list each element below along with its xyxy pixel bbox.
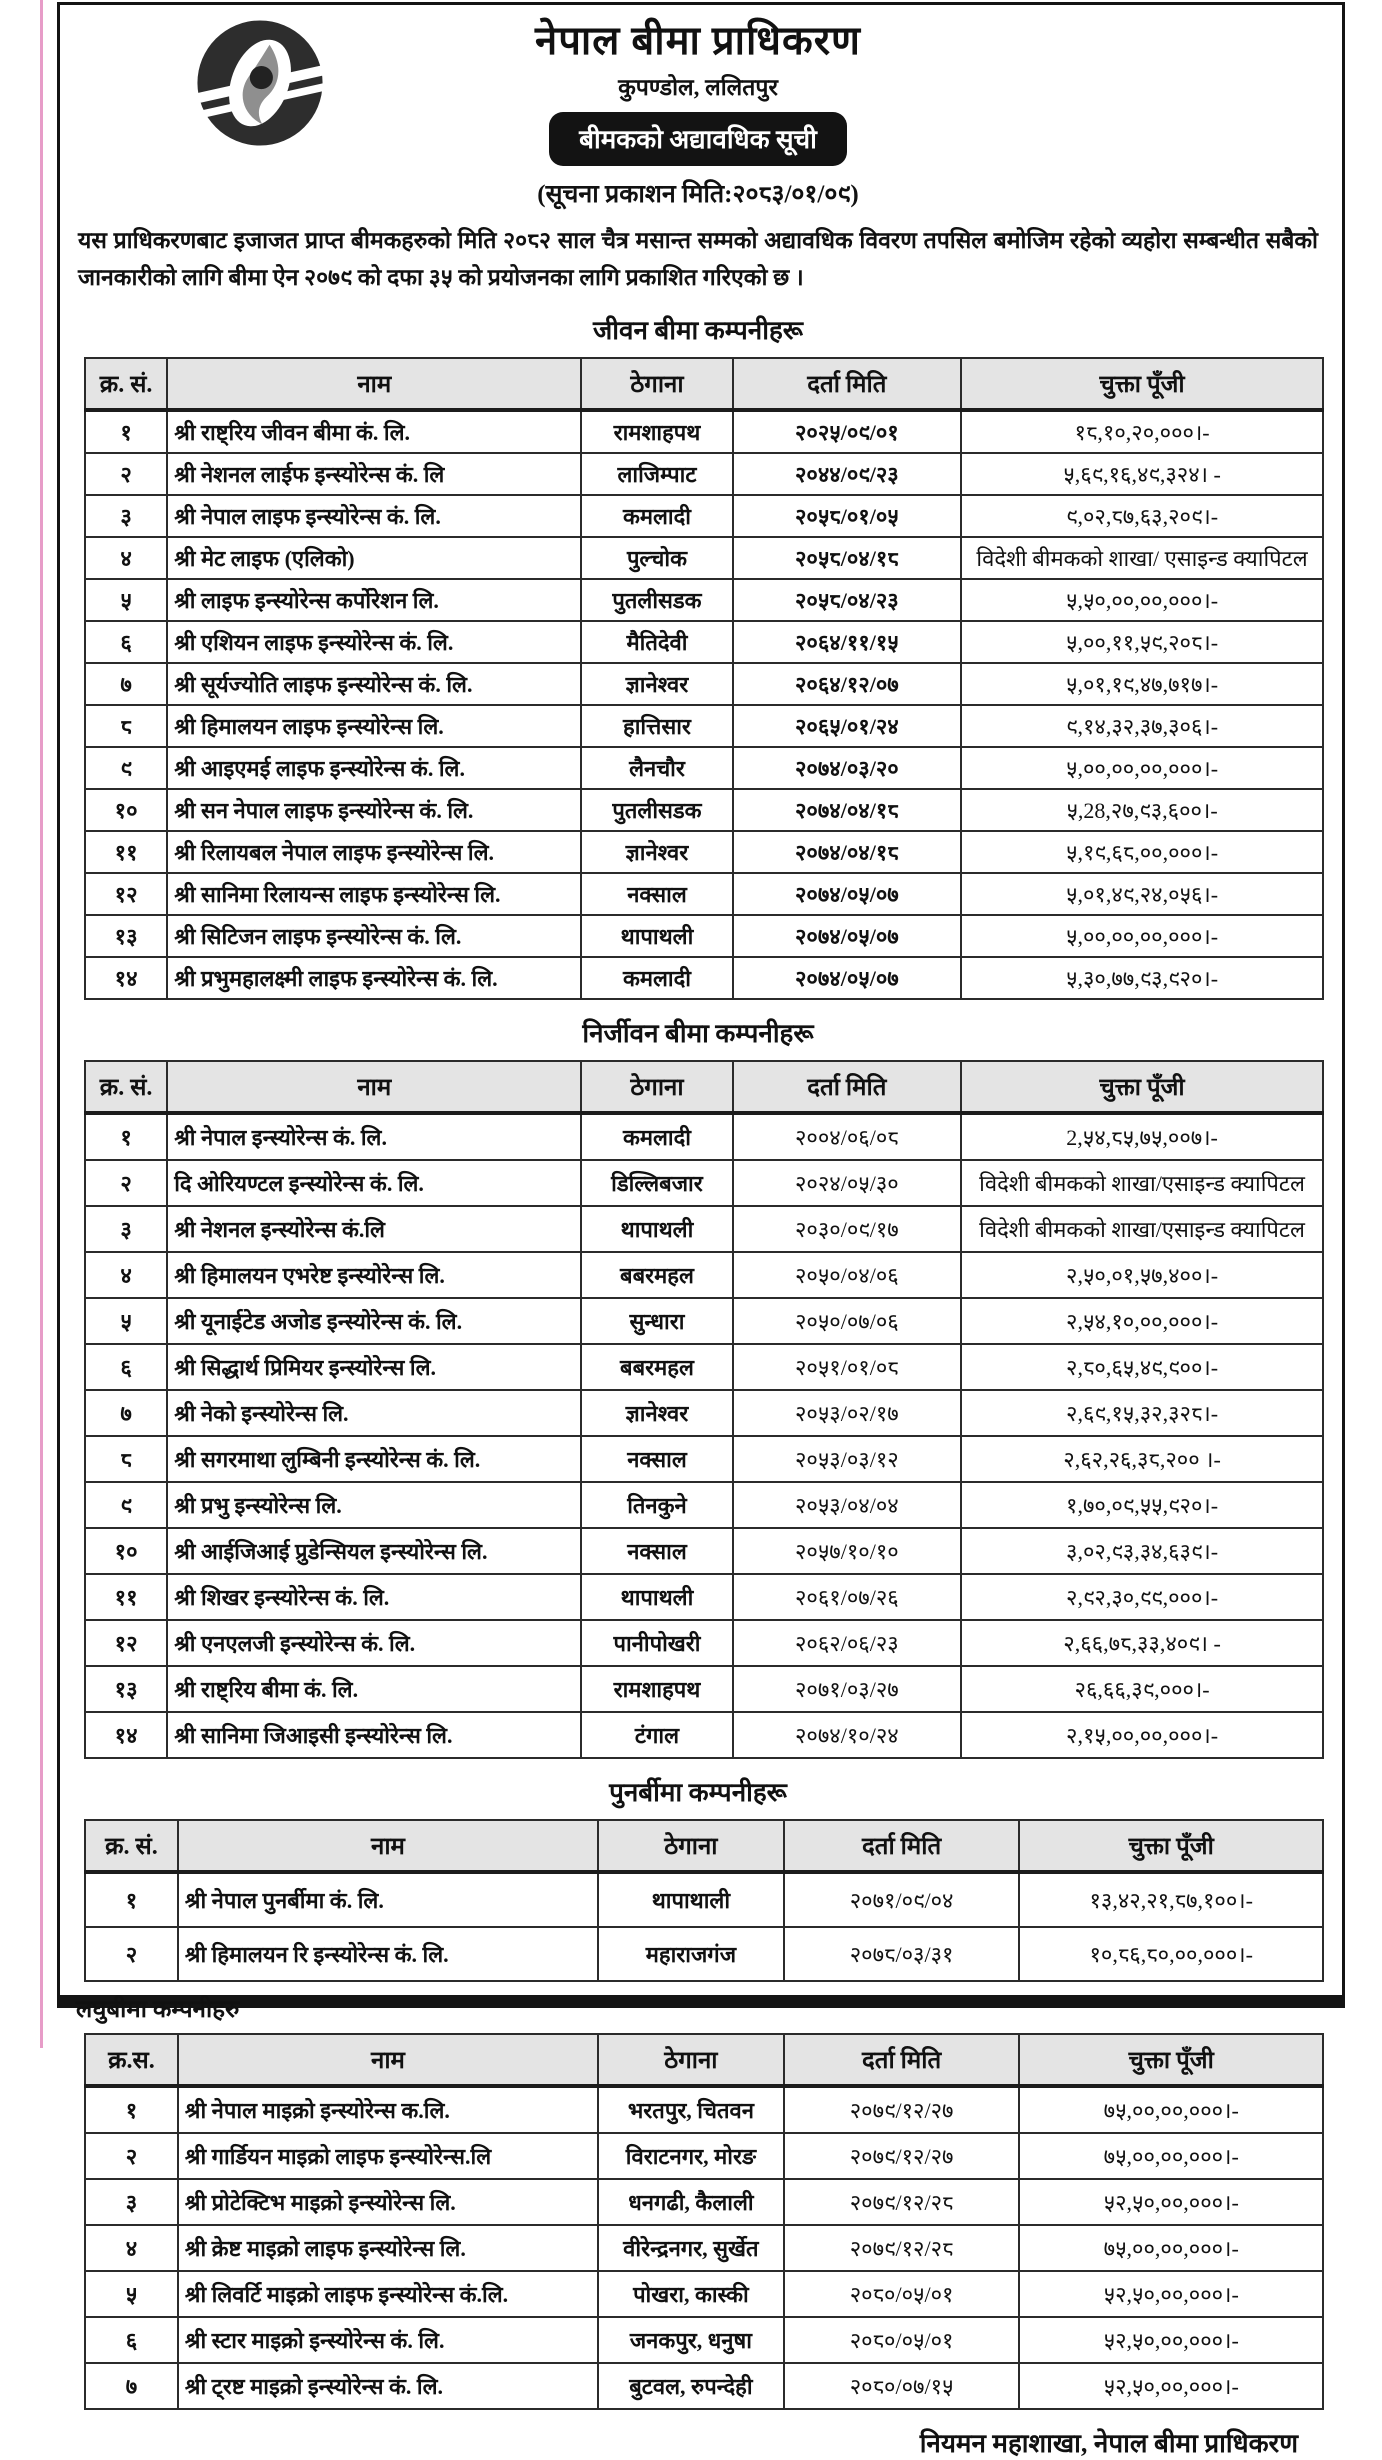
capital-cell: ५२,५०,००,०००।- xyxy=(1019,2271,1323,2317)
name-cell: श्री नेपाल लाइफ इन्स्योरेन्स कं. लि. xyxy=(167,495,581,537)
name-cell: श्री आइएमई लाइफ इन्स्योरेन्स कं. लि. xyxy=(167,747,581,789)
date-cell: २०७१/०३/२७ xyxy=(733,1666,962,1712)
date-cell: २०५३/०४/०४ xyxy=(733,1482,962,1528)
address-cell: ज्ञानेश्वर xyxy=(581,1390,732,1436)
section-reinsurance xyxy=(74,1773,1322,1982)
section-title: निर्जीवन बीमा कम्पनीहरू xyxy=(582,1018,814,1048)
table-row xyxy=(85,1620,1323,1666)
list-title-badge: बीमकको अद्यावधिक सूची xyxy=(549,112,847,166)
capital-cell: ५,००,११,५९,२०८।- xyxy=(961,621,1323,663)
serial-cell: ६ xyxy=(85,1344,167,1390)
name-cell: श्री नेपाल माइक्रो इन्स्योरेन्स क.लि. xyxy=(178,2086,598,2133)
date-cell: २०७९/१२/२७ xyxy=(784,2086,1020,2133)
serial-cell: १ xyxy=(85,1872,178,1927)
column-header: ठेगाना xyxy=(598,1820,784,1872)
name-cell: श्री नेशनल इन्स्योरेन्स कं.लि xyxy=(167,1206,581,1252)
serial-cell: ३ xyxy=(85,1206,167,1252)
name-cell: श्री रिलायबल नेपाल लाइफ इन्स्योरेन्स लि. xyxy=(167,831,581,873)
capital-cell: ५२,५०,००,०००।- xyxy=(1019,2363,1323,2409)
table-row xyxy=(85,1160,1323,1206)
date-cell: २०७४/०५/०७ xyxy=(733,873,962,915)
date-cell: २०६४/१२/०७ xyxy=(733,663,962,705)
table-row xyxy=(85,1872,1323,1927)
name-cell: श्री नेको इन्स्योरेन्स लि. xyxy=(167,1390,581,1436)
section-title: पुनर्बीमा कम्पनीहरू xyxy=(609,1777,787,1807)
capital-cell: ९,०२,८७,६३,२०९।- xyxy=(961,495,1323,537)
column-header: चुक्ता पूँजी xyxy=(961,358,1323,410)
serial-cell: ५ xyxy=(85,2271,178,2317)
notice-paragraph: यस प्राधिकरणबाट इजाजत प्राप्त बीमकहरुको मिति २०८२ साल चैत्र मसान्त सम्मको अद्यावधिक विवरण तपसिल बमोजिम रहेको व्यहोरा सम्बन्धीत सबैको जानकारीको लागि बीमा ऐन २०७९ को दफा ३५ को प्रयोजनका लागि प्रकाशित गरिएको छ । xyxy=(78,228,1318,291)
table-row xyxy=(85,1712,1323,1758)
column-header: क्र. सं. xyxy=(85,358,167,410)
date-cell: २०७८/०३/३१ xyxy=(784,1927,1020,1981)
name-cell: श्री क्रेष्ट माइक्रो लाइफ इन्स्योरेन्स लि. xyxy=(178,2225,598,2271)
serial-cell: ४ xyxy=(85,537,167,579)
table-row xyxy=(85,957,1323,999)
capital-cell: १०,८६,८०,००,०००।- xyxy=(1019,1927,1323,1981)
date-cell: २०४४/०९/२३ xyxy=(733,453,962,495)
address-cell: नक्साल xyxy=(581,1436,732,1482)
table-row xyxy=(85,2271,1323,2317)
column-header: चुक्ता पूँजी xyxy=(1019,2034,1323,2086)
address-cell: ज्ञानेश्वर xyxy=(581,831,732,873)
address-cell: महाराजगंज xyxy=(598,1927,784,1981)
address-cell: सुन्धारा xyxy=(581,1298,732,1344)
capital-cell: ७५,००,००,०००।- xyxy=(1019,2133,1323,2179)
table-row xyxy=(85,915,1323,957)
section-nonlife-insurance xyxy=(74,1014,1322,1759)
serial-cell: ८ xyxy=(85,1436,167,1482)
capital-cell: ५२,५०,००,०००।- xyxy=(1019,2179,1323,2225)
address-cell: भरतपुर, चितवन xyxy=(598,2086,784,2133)
serial-cell: ५ xyxy=(85,1298,167,1344)
column-header: ठेगाना xyxy=(598,2034,784,2086)
address-cell: जनकपुर, धनुषा xyxy=(598,2317,784,2363)
address-cell: बबरमहल xyxy=(581,1252,732,1298)
capital-cell: २,५४,१०,००,०००।- xyxy=(961,1298,1323,1344)
capital-cell: ५,३०,७७,९३,९२०।- xyxy=(961,957,1323,999)
table-row xyxy=(85,410,1323,453)
section-life-insurance xyxy=(74,311,1322,1000)
table-row xyxy=(85,1436,1323,1482)
date-cell: २०८०/०५/०१ xyxy=(784,2317,1020,2363)
address-cell: थापाथली xyxy=(581,1206,732,1252)
address-cell: हात्तिसार xyxy=(581,705,732,747)
column-header: दर्ता मिति xyxy=(784,2034,1020,2086)
address-cell: पोखरा, कास्की xyxy=(598,2271,784,2317)
serial-cell: ५ xyxy=(85,579,167,621)
serial-cell: १२ xyxy=(85,1620,167,1666)
serial-cell: १४ xyxy=(85,1712,167,1758)
address-cell: ज्ञानेश्वर xyxy=(581,663,732,705)
address-cell: थापाथली xyxy=(581,915,732,957)
date-cell: २०७९/१२/२८ xyxy=(784,2225,1020,2271)
name-cell: दि ओरियण्टल इन्स्योरेन्स कं. लि. xyxy=(167,1160,581,1206)
name-cell: श्री प्रभुमहालक्ष्मी लाइफ इन्स्योरेन्स कं. लि. xyxy=(167,957,581,999)
serial-cell: ६ xyxy=(85,2317,178,2363)
name-cell: श्री गार्डियन माइक्रो लाइफ इन्स्योरेन्स.लि xyxy=(178,2133,598,2179)
signature-line: नियमन महाशाखा, नेपाल बीमा प्राधिकरण xyxy=(919,2428,1298,2458)
org-logo-icon xyxy=(192,15,328,151)
table-row xyxy=(85,453,1323,495)
date-cell: २०७१/०९/०४ xyxy=(784,1872,1020,1927)
name-cell: श्री सन नेपाल लाइफ इन्स्योरेन्स कं. लि. xyxy=(167,789,581,831)
masthead xyxy=(74,11,1322,210)
notice-sheet xyxy=(57,2,1345,2458)
address-cell: कमलादी xyxy=(581,957,732,999)
serial-cell: ९ xyxy=(85,747,167,789)
address-cell: वीरेन्द्रनगर, सुर्खेत xyxy=(598,2225,784,2271)
serial-cell: ८ xyxy=(85,705,167,747)
address-cell: रामशाहपथ xyxy=(581,410,732,453)
serial-cell: १ xyxy=(85,1113,167,1160)
capital-cell: ५,28,२७,९३,६००।- xyxy=(961,789,1323,831)
column-header: दर्ता मिति xyxy=(733,1061,962,1113)
micro-insurers-table xyxy=(84,2033,1324,2410)
date-cell: २०५७/१०/१० xyxy=(733,1528,962,1574)
date-cell: २०७४/०५/०७ xyxy=(733,957,962,999)
column-header: क्र.स. xyxy=(85,2034,178,2086)
address-cell: रामशाहपथ xyxy=(581,1666,732,1712)
name-cell: श्री स्टार माइक्रो इन्स्योरेन्स कं. लि. xyxy=(178,2317,598,2363)
capital-cell: २,६६,७८,३३,४०९। - xyxy=(961,1620,1323,1666)
section-title: जीवन बीमा कम्पनीहरू xyxy=(593,315,803,345)
column-header: चुक्ता पूँजी xyxy=(1019,1820,1323,1872)
name-cell: श्री शिखर इन्स्योरेन्स कं. लि. xyxy=(167,1574,581,1620)
name-cell: श्री प्रभु इन्स्योरेन्स लि. xyxy=(167,1482,581,1528)
life-insurers-table xyxy=(84,357,1324,1000)
name-cell: श्री हिमालयन रि इन्स्योरेन्स कं. लि. xyxy=(178,1927,598,1981)
address-cell: टंगाल xyxy=(581,1712,732,1758)
column-header: चुक्ता पूँजी xyxy=(961,1061,1323,1113)
reinsurers-table xyxy=(84,1819,1324,1982)
capital-cell: ५,६९,१६,४९,३२४। - xyxy=(961,453,1323,495)
name-cell: श्री राष्ट्रिय जीवन बीमा कं. लि. xyxy=(167,410,581,453)
capital-cell: २,१५,००,००,०००।- xyxy=(961,1712,1323,1758)
capital-cell: ५,०१,४९,२४,०५६।- xyxy=(961,873,1323,915)
serial-cell: ७ xyxy=(85,2363,178,2409)
column-header: दर्ता मिति xyxy=(784,1820,1020,1872)
name-cell: श्री सिद्धार्थ प्रिमियर इन्स्योरेन्स लि. xyxy=(167,1344,581,1390)
column-header: दर्ता मिति xyxy=(733,358,962,410)
address-cell: थापाथाली xyxy=(598,1872,784,1927)
section-title: लघुबीमा कम्पनीहरु xyxy=(76,1996,240,2023)
serial-cell: २ xyxy=(85,453,167,495)
capital-cell: २,८०,६५,४९,९००।- xyxy=(961,1344,1323,1390)
address-cell: पुतलीसडक xyxy=(581,579,732,621)
table-row xyxy=(85,873,1323,915)
table-row xyxy=(85,1344,1323,1390)
table-row xyxy=(85,2225,1323,2271)
name-cell: श्री राष्ट्रिय बीमा कं. लि. xyxy=(167,1666,581,1712)
serial-cell: ११ xyxy=(85,1574,167,1620)
name-cell: श्री सूर्यज्योति लाइफ इन्स्योरेन्स कं. लि. xyxy=(167,663,581,705)
serial-cell: ९ xyxy=(85,1482,167,1528)
header-row xyxy=(85,2034,1323,2086)
serial-cell: ३ xyxy=(85,2179,178,2225)
publish-date: (सूचना प्रकाशन मिति:२०८३/०१/०९) xyxy=(537,181,859,208)
capital-cell: ५२,५०,००,०००।- xyxy=(1019,2317,1323,2363)
address-cell: तिनकुने xyxy=(581,1482,732,1528)
serial-cell: ७ xyxy=(85,1390,167,1436)
serial-cell: २ xyxy=(85,1927,178,1981)
table-row xyxy=(85,1390,1323,1436)
name-cell: श्री नेपाल पुनर्बीमा कं. लि. xyxy=(178,1872,598,1927)
name-cell: श्री आईजिआई प्रुडेन्सियल इन्स्योरेन्स लि. xyxy=(167,1528,581,1574)
date-cell: २००४/०६/०८ xyxy=(733,1113,962,1160)
org-address: कुपण्डोल, ललितपुर xyxy=(618,75,778,100)
serial-cell: २ xyxy=(85,2133,178,2179)
table-row xyxy=(85,1927,1323,1981)
name-cell: श्री नेशनल लाईफ इन्स्योरेन्स कं. लि xyxy=(167,453,581,495)
date-cell: २०२४/०५/३० xyxy=(733,1160,962,1206)
table-row xyxy=(85,579,1323,621)
name-cell: श्री ट्रष्ट माइक्रो इन्स्योरेन्स कं. लि. xyxy=(178,2363,598,2409)
table-row xyxy=(85,663,1323,705)
table-row xyxy=(85,2363,1323,2409)
table-row xyxy=(85,789,1323,831)
header-row xyxy=(85,1061,1323,1113)
column-header: ठेगाना xyxy=(581,1061,732,1113)
address-cell: पुतलीसडक xyxy=(581,789,732,831)
table-row xyxy=(85,2317,1323,2363)
name-cell: श्री सानिमा रिलायन्स लाइफ इन्स्योरेन्स लि. xyxy=(167,873,581,915)
name-cell: श्री लिवर्टि माइक्रो लाइफ इन्स्योरेन्स कं.लि. xyxy=(178,2271,598,2317)
table-row xyxy=(85,495,1323,537)
capital-cell: १,७०,०९,५५,९२०।- xyxy=(961,1482,1323,1528)
date-cell: २०७४/१०/२४ xyxy=(733,1712,962,1758)
capital-cell: ९,१४,३२,३७,३०६।- xyxy=(961,705,1323,747)
capital-cell: ५,००,००,००,०००।- xyxy=(961,915,1323,957)
column-header: क्र. सं. xyxy=(85,1061,167,1113)
name-cell: श्री हिमालयन एभरेष्ट इन्स्योरेन्स लि. xyxy=(167,1252,581,1298)
name-cell: श्री हिमालयन लाइफ इन्स्योरेन्स लि. xyxy=(167,705,581,747)
capital-cell: ७५,००,००,०००।- xyxy=(1019,2225,1323,2271)
name-cell: श्री सिटिजन लाइफ इन्स्योरेन्स कं. लि. xyxy=(167,915,581,957)
date-cell: २०८०/०५/०१ xyxy=(784,2271,1020,2317)
date-cell: २०५१/०१/०८ xyxy=(733,1344,962,1390)
capital-cell: ५,०१,१९,४७,७१७।- xyxy=(961,663,1323,705)
capital-cell: ७५,००,००,०००।- xyxy=(1019,2086,1323,2133)
column-header: क्र. सं. xyxy=(85,1820,178,1872)
margin-rule xyxy=(40,0,43,2048)
serial-cell: ४ xyxy=(85,2225,178,2271)
table-row xyxy=(85,1206,1323,1252)
date-cell: २०५०/०४/०६ xyxy=(733,1252,962,1298)
address-cell: बबरमहल xyxy=(581,1344,732,1390)
address-cell: बुटवल, रुपन्देही xyxy=(598,2363,784,2409)
name-cell: श्री सानिमा जिआइसी इन्स्योरेन्स लि. xyxy=(167,1712,581,1758)
date-cell: २०५८/०१/०५ xyxy=(733,495,962,537)
serial-cell: ११ xyxy=(85,831,167,873)
name-cell: श्री सगरमाथा लुम्बिनी इन्स्योरेन्स कं. लि. xyxy=(167,1436,581,1482)
serial-cell: २ xyxy=(85,1160,167,1206)
date-cell: २०५८/०४/१८ xyxy=(733,537,962,579)
name-cell: श्री प्रोटेक्टिभ माइक्रो इन्स्योरेन्स लि. xyxy=(178,2179,598,2225)
address-cell: कमलादी xyxy=(581,495,732,537)
capital-cell: २६,६६,३९,०००।- xyxy=(961,1666,1323,1712)
address-cell: पुल्चोक xyxy=(581,537,732,579)
table-row xyxy=(85,2179,1323,2225)
capital-cell: ५,१९,६८,००,०००।- xyxy=(961,831,1323,873)
capital-cell: ५,५०,००,००,०००।- xyxy=(961,579,1323,621)
capital-cell: २,९२,३०,९९,०००।- xyxy=(961,1574,1323,1620)
column-header: ठेगाना xyxy=(581,358,732,410)
name-cell: श्री यूनाईटेड अजोड इन्स्योरेन्स कं. लि. xyxy=(167,1298,581,1344)
address-cell: नक्साल xyxy=(581,1528,732,1574)
table-row xyxy=(85,1482,1323,1528)
table-row xyxy=(85,1574,1323,1620)
serial-cell: ३ xyxy=(85,495,167,537)
date-cell: २०७४/०४/१८ xyxy=(733,831,962,873)
date-cell: २०५३/०३/१२ xyxy=(733,1436,962,1482)
capital-cell: १८,१०,२०,०००।- xyxy=(961,410,1323,453)
address-cell: नक्साल xyxy=(581,873,732,915)
capital-cell: २,५०,०१,५७,४००।- xyxy=(961,1252,1323,1298)
section-microinsurance xyxy=(74,1992,1322,2410)
date-cell: २०६४/११/१५ xyxy=(733,621,962,663)
address-cell: कमलादी xyxy=(581,1113,732,1160)
address-cell: लैनचौर xyxy=(581,747,732,789)
table-row xyxy=(85,831,1323,873)
serial-cell: ४ xyxy=(85,1252,167,1298)
serial-cell: १० xyxy=(85,789,167,831)
date-cell: २०७९/१२/२८ xyxy=(784,2179,1020,2225)
table-row xyxy=(85,1113,1323,1160)
capital-cell: १३,४२,२१,८७,१००।- xyxy=(1019,1872,1323,1927)
name-cell: श्री नेपाल इन्स्योरेन्स कं. लि. xyxy=(167,1113,581,1160)
table-row xyxy=(85,2086,1323,2133)
date-cell: २०७९/१२/२७ xyxy=(784,2133,1020,2179)
serial-cell: १३ xyxy=(85,915,167,957)
date-cell: २०७४/०३/२० xyxy=(733,747,962,789)
table-row xyxy=(85,747,1323,789)
table-row xyxy=(85,1252,1323,1298)
column-header: नाम xyxy=(178,2034,598,2086)
serial-cell: १२ xyxy=(85,873,167,915)
date-cell: २०७४/०५/०७ xyxy=(733,915,962,957)
column-header: नाम xyxy=(167,1061,581,1113)
table-row xyxy=(85,705,1323,747)
date-cell: २०५३/०२/१७ xyxy=(733,1390,962,1436)
header-row xyxy=(85,358,1323,410)
nonlife-insurers-table xyxy=(84,1060,1324,1759)
table-row xyxy=(85,1528,1323,1574)
capital-cell: विदेशी बीमकको शाखा/एसाइन्ड क्यापिटल xyxy=(961,1206,1323,1252)
serial-cell: ६ xyxy=(85,621,167,663)
capital-cell: विदेशी बीमकको शाखा/एसाइन्ड क्यापिटल xyxy=(961,1160,1323,1206)
capital-cell: विदेशी बीमकको शाखा/ एसाइन्ड क्यापिटल xyxy=(961,537,1323,579)
column-header: नाम xyxy=(167,358,581,410)
header-row xyxy=(85,1820,1323,1872)
date-cell: २०२५/०९/०१ xyxy=(733,410,962,453)
address-cell: मैतिदेवी xyxy=(581,621,732,663)
address-cell: धनगढी, कैलाली xyxy=(598,2179,784,2225)
serial-cell: ७ xyxy=(85,663,167,705)
address-cell: विराटनगर, मोरङ xyxy=(598,2133,784,2179)
date-cell: २०६१/०७/२६ xyxy=(733,1574,962,1620)
capital-cell: ३,०२,९३,३४,६३९।- xyxy=(961,1528,1323,1574)
date-cell: २०७४/०४/१८ xyxy=(733,789,962,831)
table-row xyxy=(85,537,1323,579)
capital-cell: २,६९,१५,३२,३२८।- xyxy=(961,1390,1323,1436)
serial-cell: १ xyxy=(85,2086,178,2133)
serial-cell: १४ xyxy=(85,957,167,999)
name-cell: श्री लाइफ इन्स्योरेन्स कर्पोरेशन लि. xyxy=(167,579,581,621)
address-cell: डिल्लिबजार xyxy=(581,1160,732,1206)
date-cell: २०६२/०६/२३ xyxy=(733,1620,962,1666)
serial-cell: १ xyxy=(85,410,167,453)
address-cell: थापाथली xyxy=(581,1574,732,1620)
date-cell: २०६५/०१/२४ xyxy=(733,705,962,747)
table-row xyxy=(85,2133,1323,2179)
date-cell: २०३०/०९/१७ xyxy=(733,1206,962,1252)
date-cell: २०८०/०७/१५ xyxy=(784,2363,1020,2409)
column-header: नाम xyxy=(178,1820,598,1872)
org-name: नेपाल बीमा प्राधिकरण xyxy=(535,18,861,63)
capital-cell: २,६२,२६,३८,२०० ।- xyxy=(961,1436,1323,1482)
serial-cell: १० xyxy=(85,1528,167,1574)
capital-cell: 2,५४,८५,७५,००७।- xyxy=(961,1113,1323,1160)
date-cell: २०५८/०४/२३ xyxy=(733,579,962,621)
name-cell: श्री एशियन लाइफ इन्स्योरेन्स कं. लि. xyxy=(167,621,581,663)
capital-cell: ५,००,००,००,०००।- xyxy=(961,747,1323,789)
serial-cell: १३ xyxy=(85,1666,167,1712)
address-cell: लाजिम्पाट xyxy=(581,453,732,495)
address-cell: पानीपोखरी xyxy=(581,1620,732,1666)
table-row xyxy=(85,1298,1323,1344)
table-row xyxy=(85,1666,1323,1712)
table-row xyxy=(85,621,1323,663)
name-cell: श्री एनएलजी इन्स्योरेन्स कं. लि. xyxy=(167,1620,581,1666)
date-cell: २०५०/०७/०६ xyxy=(733,1298,962,1344)
name-cell: श्री मेट लाइफ (एलिको) xyxy=(167,537,581,579)
